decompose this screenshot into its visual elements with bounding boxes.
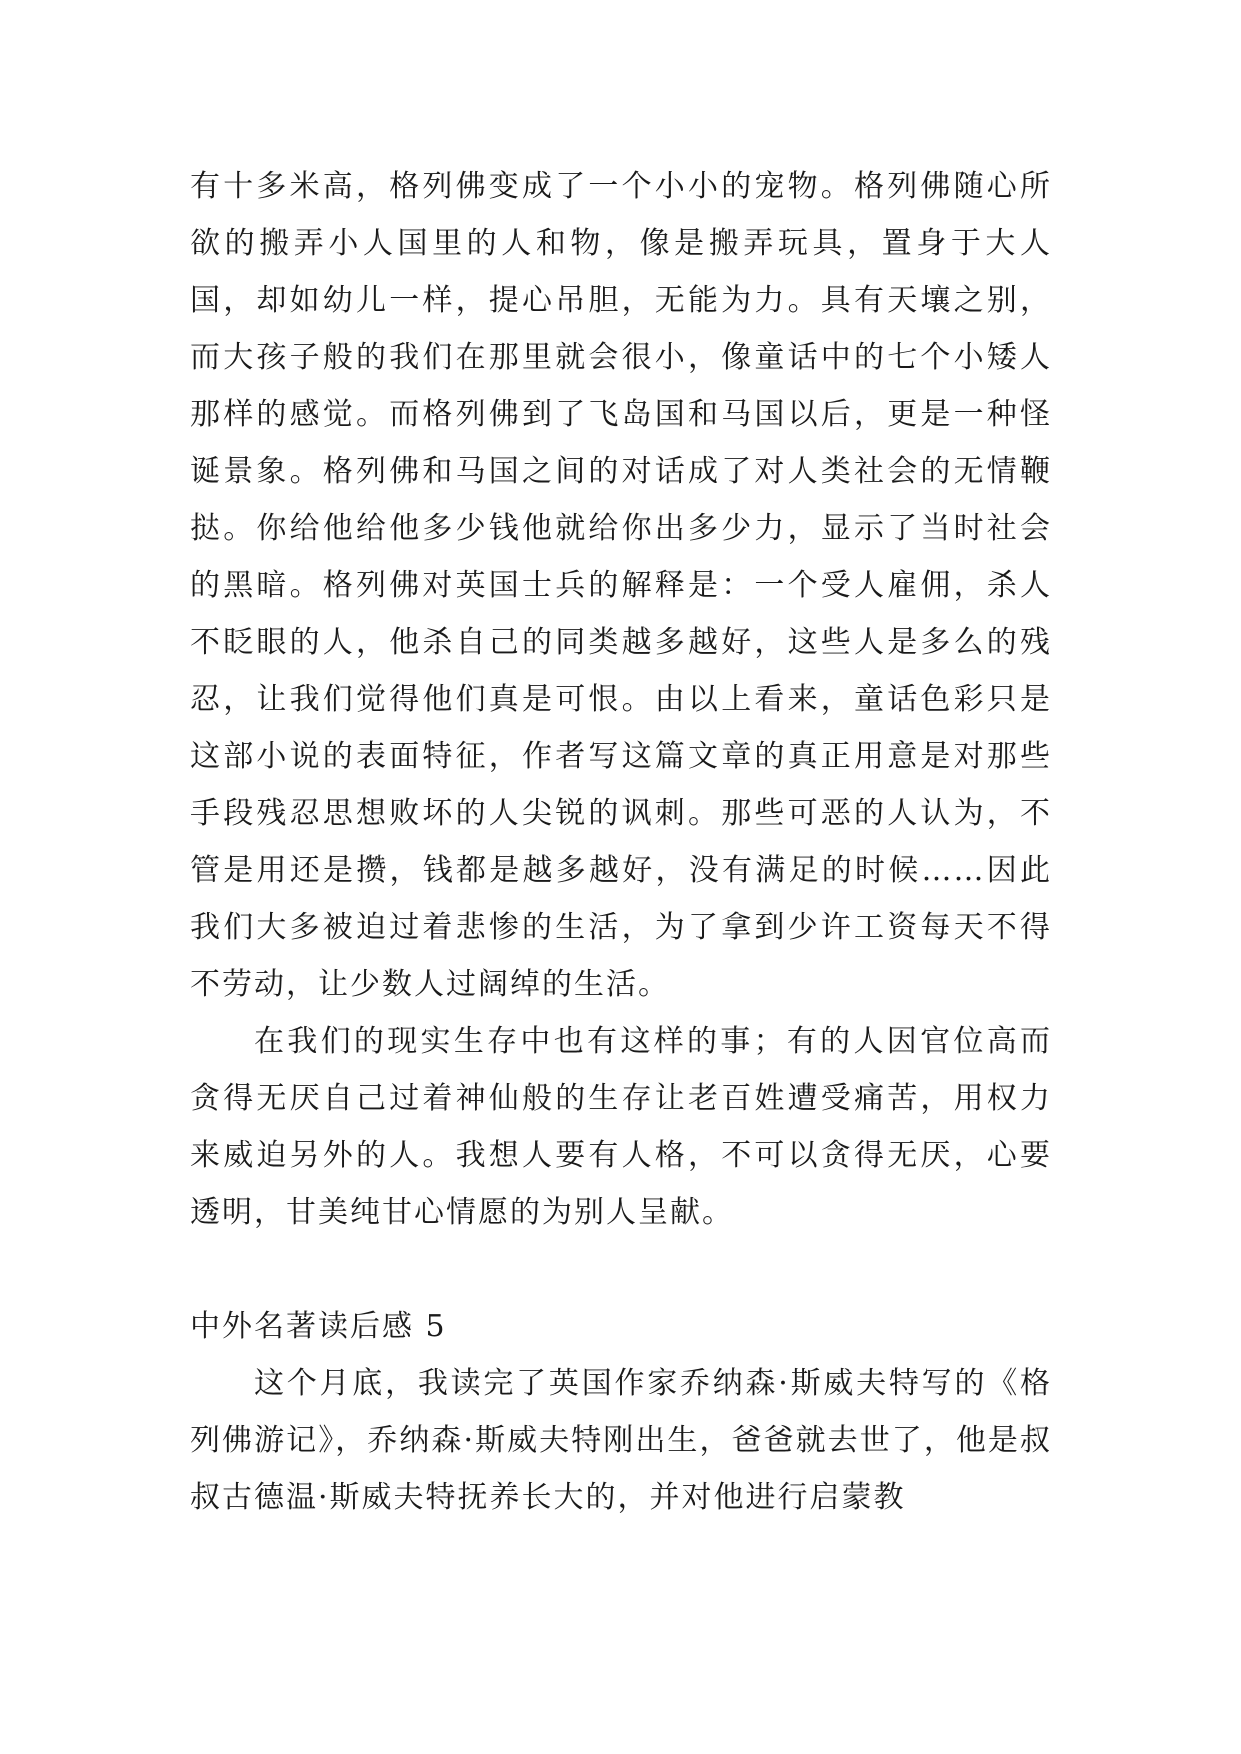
section-heading: 中外名著读后感 5 (190, 1309, 447, 1344)
document-body (190, 158, 1052, 1526)
body-paragraph-continued: 有十多米高，格列佛变成了一个小小的宠物。格列佛随心所欲的搬弄小人国里的人和物，像是搬弄玩具，置身于大人国，却如幼儿一样，提心吊胆，无能为力。具有天壤之别，而大孩子般的我们在那里就会很小，像童话中的七个小矮人那样的感觉。而格列佛到了飞岛国和马国以后，更是一种怪诞景象。格列佛和马国之间的对话成了对人类社会的无情鞭挞。你给他给他多少钱他就给你出多少力，显示了当时社会的黑暗。格列佛对英国士兵的解释是：一个受人雇佣，杀人不眨眼的人，他杀自己的同类越多越好，这些人是多么的残忍，让我们觉得他们真是可恨。由以上看来，童话色彩只是这部小说的表面特征，作者写这篇文章的真正用意是对那些手段残忍思想败坏的人尖锐的讽刺。那些可恶的人认为，不管是用还是攒，钱都是越多越好，没有满足的时候……因此我们大多被迫过着悲惨的生活，为了拿到少许工资每天不得不劳动，让少数人过阔绰的生活。 (190, 169, 1052, 1002)
body-paragraph: 这个月底，我读完了英国作家乔纳森·斯威夫特写的《格列佛游记》，乔纳森·斯威夫特刚出生，爸爸就去世了，他是叔叔古德温·斯威夫特抚养长大的，并对他进行启蒙教 (190, 1366, 1052, 1515)
body-paragraph: 在我们的现实生存中也有这样的事；有的人因官位高而贪得无厌自己过着神仙般的生存让老百姓遭受痛苦，用权力来威迫另外的人。我想人要有人格，不可以贪得无厌，心要透明，甘美纯甘心情愿的为别人呈献。 (190, 1024, 1052, 1230)
